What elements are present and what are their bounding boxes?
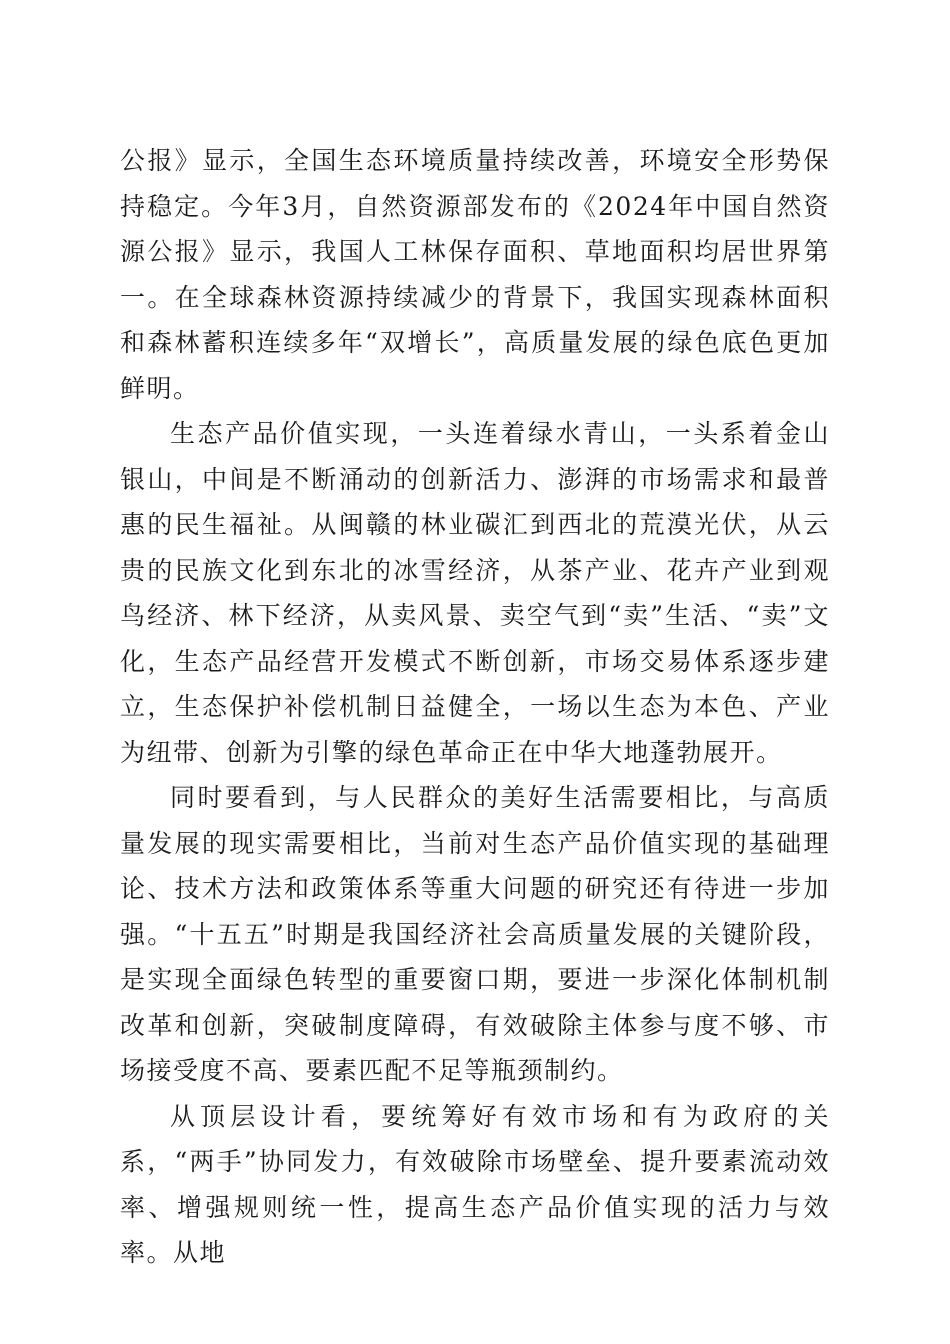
paragraph-1-continuation: 公报》显示，全国生态环境质量持续改善，环境安全形势保持稳定。今年3月，自然资源部发布的《2024年中国自然资源公报》显示，我国人工林保存面积、草地面积均居世界第一。在全球森林资源持续减少的背景下，我国实现森林面积和森林蓄积连续多年“双增长”，高质量发展的绿色底色更加鲜明。 <box>120 146 830 403</box>
paragraph-4: 从顶层设计看，要统筹好有效市场和有为政府的关系，“两手”协同发力，有效破除市场壁垒、提升要素流动效率、增强规则统一性，提高生态产品价值实现的活力与效率。从地 <box>120 1101 830 1267</box>
paragraph-2: 生态产品价值实现，一头连着绿水青山，一头系着金山银山，中间是不断涌动的创新活力、澎湃的市场需求和最普惠的民生福祉。从闽赣的林业碳汇到西北的荒漠光伏，从云贵的民族文化到东北的冰雪经济，从茶产业、花卉产业到观鸟经济、林下经济，从卖风景、卖空气到“卖”生活、“卖”文化，生态产品经营开发模式不断创新，市场交易体系逐步建立，生态保护补偿机制日益健全，一场以生态为本色、产业为纽带、创新为引擎的绿色革命正在中华大地蓬勃展开。 <box>120 419 830 767</box>
paragraph-3: 同时要看到，与人民群众的美好生活需要相比，与高质量发展的现实需要相比，当前对生态产品价值实现的基础理论、技术方法和政策体系等重大问题的研究还有待进一步加强。“十五五”时期是我国经济社会高质量发展的关键阶段，是实现全面绿色转型的重要窗口期，要进一步深化体制机制改革和创新，突破制度障碍，有效破除主体参与度不够、市场接受度不高、要素匹配不足等瓶颈制约。 <box>120 783 830 1085</box>
article-body <box>120 138 830 1276</box>
